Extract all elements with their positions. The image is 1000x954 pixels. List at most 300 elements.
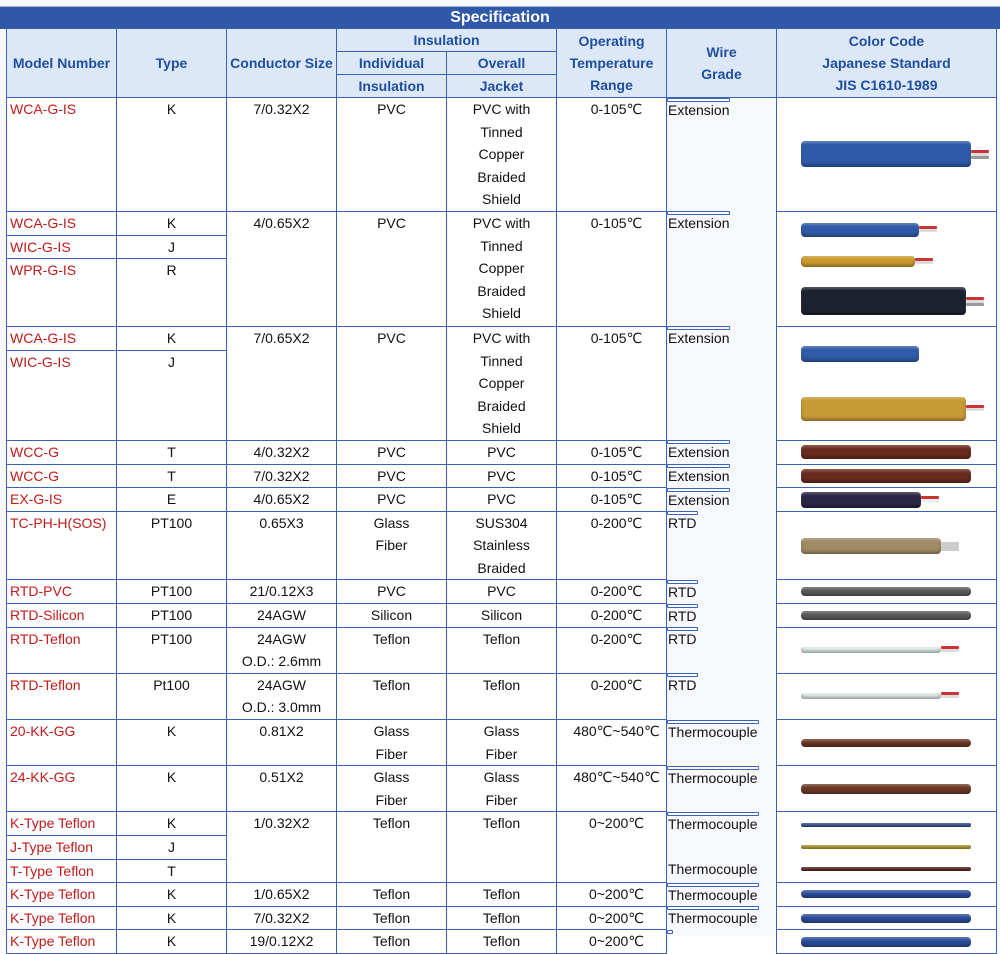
individual-line: Glass xyxy=(373,514,410,531)
temperature-range-cell: 0-105℃ xyxy=(557,464,667,488)
cable-stack xyxy=(777,581,996,602)
individual-line: PVC xyxy=(377,467,406,484)
table-row xyxy=(7,906,997,930)
overall-line: Teflon xyxy=(482,630,521,647)
temperature-range-cell: 0-105℃ xyxy=(557,211,667,326)
wire-grade-cell xyxy=(667,98,730,118)
wire-grade-cell xyxy=(667,766,759,786)
model-number-cell: RTD-Teflon xyxy=(7,627,117,673)
temperature-range-cell: 0~200℃ xyxy=(557,906,667,930)
header-type: Type xyxy=(117,29,227,98)
wire-grade-cell xyxy=(667,930,673,934)
cable-conductor-end xyxy=(941,649,959,652)
cable-jacket xyxy=(801,587,971,596)
cable-sample xyxy=(777,584,997,599)
model-number-cell: WIC-G-IS xyxy=(7,350,117,440)
conductor-size-cell xyxy=(227,812,337,883)
cable-jacket xyxy=(801,890,971,898)
cable-sample xyxy=(777,394,997,424)
cable-jacket xyxy=(801,823,971,827)
overall-jacket-cell xyxy=(447,883,557,907)
conductor-size-cell xyxy=(227,580,337,604)
spec-table-body xyxy=(7,98,997,954)
table-row xyxy=(7,766,997,789)
individual-insulation-cell xyxy=(337,326,447,440)
individual-line: Fiber xyxy=(375,791,408,808)
cable-conductor-end xyxy=(941,695,959,698)
temperature-range-cell: 0-200℃ xyxy=(557,511,667,580)
conductor-size-cell xyxy=(227,673,337,719)
header-operating-line: Range xyxy=(590,77,633,93)
conductor-line: 4/0.65X2 xyxy=(253,491,310,508)
individual-insulation-cell xyxy=(337,906,447,930)
wire-grade-line: Extension xyxy=(668,215,730,232)
type-cell: PT100 xyxy=(117,627,227,673)
wire-grade-cell xyxy=(667,580,698,600)
individual-line: Teflon xyxy=(372,630,411,647)
overall-jacket-cell xyxy=(447,326,557,440)
cable-jacket xyxy=(801,937,971,947)
conductor-line: 4/0.65X2 xyxy=(253,214,310,231)
wire-grade-cell xyxy=(667,627,698,648)
overall-line: Braided xyxy=(477,282,526,299)
conductor-line: 1/0.65X2 xyxy=(253,886,310,903)
color-code-cell xyxy=(777,883,997,907)
overall-line: Teflon xyxy=(482,886,521,903)
overall-jacket-cell xyxy=(447,720,557,766)
overall-line: Teflon xyxy=(482,909,521,926)
model-number-cell: 20-KK-GG xyxy=(7,720,117,766)
model-number-cell: K-Type Teflon xyxy=(7,906,117,930)
color-code-cell xyxy=(777,627,997,673)
conductor-line: 1/0.32X2 xyxy=(253,815,310,832)
wire-grade-line: Extension xyxy=(668,444,730,461)
overall-line: Stainless xyxy=(473,537,530,554)
conductor-size-cell xyxy=(227,720,337,766)
wire-grade-cell xyxy=(667,440,730,461)
header-operating-line: Temperature xyxy=(569,55,654,71)
cable-stack xyxy=(777,884,996,905)
conductor-line: 0.81X2 xyxy=(259,723,304,740)
wire-grade-cell xyxy=(667,464,730,484)
cable-jacket xyxy=(801,287,966,315)
header-wire-line: Grade xyxy=(701,66,742,82)
individual-line: Silicon xyxy=(370,607,413,624)
temperature-range-cell: 0-105℃ xyxy=(557,326,667,440)
model-number-cell: WCA-G-IS xyxy=(7,211,117,235)
overall-jacket-cell xyxy=(447,98,557,212)
overall-jacket-cell xyxy=(447,766,557,812)
type-cell: K xyxy=(117,98,227,212)
cable-sample xyxy=(777,934,997,950)
individual-insulation-cell xyxy=(337,883,447,907)
model-number-cell: WIC-G-IS xyxy=(7,235,117,259)
cable-jacket xyxy=(801,256,915,267)
model-number-cell: J-Type Teflon xyxy=(7,836,117,860)
color-code-cell xyxy=(777,464,997,488)
individual-insulation-cell xyxy=(337,440,447,464)
wire-grade-line: RTD xyxy=(668,583,697,600)
individual-line: Fiber xyxy=(375,745,408,762)
overall-line: Copper xyxy=(478,260,525,277)
overall-line: Teflon xyxy=(482,933,521,950)
color-code-cell xyxy=(777,580,997,604)
model-number-cell: WCA-G-IS xyxy=(7,326,117,350)
temperature-range-cell: 0-200℃ xyxy=(557,580,667,604)
cable-sample xyxy=(777,284,997,318)
individual-line: PVC xyxy=(377,583,406,600)
wire-grade-line: Extension xyxy=(668,102,730,118)
overall-line: Copper xyxy=(478,146,525,163)
overall-jacket-cell xyxy=(447,580,557,604)
cable-stack xyxy=(777,466,996,487)
cable-sample xyxy=(777,220,997,240)
temperature-range-cell: 0-105℃ xyxy=(557,98,667,212)
cable-stack xyxy=(777,605,996,626)
cable-jacket xyxy=(801,647,941,653)
overall-line: PVC xyxy=(487,491,516,508)
cable-jacket xyxy=(801,867,971,871)
individual-insulation-cell xyxy=(337,766,447,812)
cable-jacket xyxy=(801,141,971,167)
individual-line: Teflon xyxy=(372,815,411,832)
wire-grade-cell xyxy=(667,511,698,532)
temperature-range-cell: 0-200℃ xyxy=(557,627,667,673)
cable-stack xyxy=(777,767,996,810)
cable-sample xyxy=(777,343,997,365)
header-color-line: Color Code xyxy=(848,33,925,49)
model-number-cell: K-Type Teflon xyxy=(7,883,117,907)
cable-sample xyxy=(777,887,997,901)
wire-grade-cell xyxy=(667,906,759,927)
individual-line: Glass xyxy=(373,723,410,740)
color-code-cell xyxy=(777,766,997,812)
conductor-line: O.D.: 3.0mm xyxy=(241,699,322,716)
type-cell: R xyxy=(117,259,227,327)
conductor-size-cell xyxy=(227,766,337,812)
conductor-line: 7/0.32X2 xyxy=(253,467,310,484)
spec-title: Specification xyxy=(0,6,1000,29)
header-color-code xyxy=(777,29,997,98)
individual-insulation-cell xyxy=(337,98,447,212)
wire-grade-line: RTD xyxy=(668,515,697,532)
wire-grade-cell xyxy=(667,326,730,347)
cable-sample xyxy=(777,138,997,170)
type-cell: K xyxy=(117,906,227,930)
model-number-cell: 24-KK-GG xyxy=(7,766,117,812)
wire-grade-cell xyxy=(667,883,759,903)
individual-line: PVC xyxy=(377,214,406,231)
model-number-cell: WCA-G-IS xyxy=(7,98,117,212)
header-individual: Individual xyxy=(337,52,447,75)
type-cell: K xyxy=(117,930,227,954)
wire-grade-line: Extension xyxy=(668,491,730,508)
overall-line: Tinned xyxy=(480,123,523,140)
conductor-line: 21/0.12X3 xyxy=(249,583,314,600)
type-cell: PT100 xyxy=(117,604,227,628)
type-cell: Pt100 xyxy=(117,673,227,719)
cable-sample xyxy=(777,736,997,750)
overall-line: Shield xyxy=(482,420,521,437)
individual-insulation-cell xyxy=(337,488,447,512)
cable-stack xyxy=(777,513,996,579)
header-insulation: Insulation xyxy=(337,29,557,52)
individual-line: PVC xyxy=(377,443,406,460)
conductor-size-cell xyxy=(227,488,337,512)
conductor-size-cell xyxy=(227,627,337,673)
conductor-line: 24AGW xyxy=(256,676,306,693)
conductor-line: 7/0.32X2 xyxy=(253,909,310,926)
wire-grade-line: Thermocouple xyxy=(668,886,758,903)
individual-line: Teflon xyxy=(372,933,411,950)
color-code-cell xyxy=(777,440,997,464)
overall-line: Shield xyxy=(482,191,521,208)
table-row xyxy=(7,464,997,488)
type-cell: J xyxy=(117,350,227,440)
temperature-range-cell: 0~200℃ xyxy=(557,812,667,883)
overall-line: Shield xyxy=(482,305,521,322)
overall-line: PVC xyxy=(487,467,516,484)
conductor-size-cell xyxy=(227,604,337,628)
table-row xyxy=(7,326,997,350)
header-model-number: Model Number xyxy=(7,29,117,98)
individual-line: Teflon xyxy=(372,676,411,693)
conductor-line: 19/0.12X2 xyxy=(249,933,314,950)
spec-table xyxy=(6,28,997,954)
cable-jacket xyxy=(801,492,921,508)
overall-line: Fiber xyxy=(485,791,518,808)
model-number-cell: EX-G-IS xyxy=(7,488,117,512)
overall-line: Teflon xyxy=(482,676,521,693)
type-cell: K xyxy=(117,883,227,907)
cable-jacket xyxy=(801,223,919,237)
header-conductor-size xyxy=(227,29,337,98)
overall-line: Tinned xyxy=(480,352,523,369)
model-number-cell: RTD-Teflon xyxy=(7,673,117,719)
overall-jacket-cell xyxy=(447,511,557,580)
table-row xyxy=(7,511,997,534)
cable-stack xyxy=(777,931,996,952)
cable-jacket xyxy=(801,784,971,794)
conductor-line: 24AGW xyxy=(256,607,306,624)
temperature-range-cell: 0-105℃ xyxy=(557,488,667,512)
individual-insulation-cell xyxy=(337,720,447,766)
individual-line: Teflon xyxy=(372,909,411,926)
table-row xyxy=(7,627,997,650)
wire-grade-cell xyxy=(667,488,730,508)
type-cell: T xyxy=(117,464,227,488)
header-operating-line: Operating xyxy=(578,33,645,49)
color-code-cell xyxy=(777,511,997,580)
cable-sample xyxy=(777,466,997,486)
type-cell: J xyxy=(117,836,227,860)
wire-grade-cell xyxy=(667,673,698,694)
cable-conductor-end xyxy=(919,229,937,232)
overall-line: PVC with xyxy=(472,329,531,346)
temperature-range-cell: 0-105℃ xyxy=(557,440,667,464)
wire-grade-line: RTD xyxy=(668,631,697,648)
overall-jacket-cell xyxy=(447,673,557,719)
header-conductor-text: Conductor Size xyxy=(230,55,333,71)
type-cell: E xyxy=(117,488,227,512)
overall-line: Braided xyxy=(477,559,526,576)
cable-stack xyxy=(777,328,996,439)
overall-line: Copper xyxy=(478,375,525,392)
individual-insulation-cell xyxy=(337,464,447,488)
conductor-line: 0.65X3 xyxy=(259,514,304,531)
cable-stack xyxy=(777,213,996,324)
cable-sample xyxy=(777,644,997,656)
header-insulation-sub: Insulation xyxy=(337,75,447,98)
cable-stack xyxy=(777,442,996,463)
wire-grade-line: RTD xyxy=(668,607,697,624)
wire-grade-line xyxy=(668,836,758,859)
wire-grade-line: Thermocouple xyxy=(668,769,758,786)
color-code-cell xyxy=(777,720,997,766)
cable-conductor-end xyxy=(971,156,989,159)
table-row xyxy=(7,211,997,235)
wire-grade-line: RTD xyxy=(668,677,697,694)
conductor-line: O.D.: 2.6mm xyxy=(241,653,322,670)
header-color-line: Japanese Standard xyxy=(822,55,951,71)
conductor-line: 0.51X2 xyxy=(259,769,304,786)
conductor-line: 24AGW xyxy=(256,630,306,647)
individual-insulation-cell xyxy=(337,812,447,883)
overall-jacket-cell xyxy=(447,930,557,954)
table-row xyxy=(7,488,997,512)
cable-sample xyxy=(777,489,997,510)
overall-line: Glass xyxy=(483,723,520,740)
temperature-range-cell: 480℃~540℃ xyxy=(557,766,667,812)
cable-sample xyxy=(777,535,997,557)
color-code-cell xyxy=(777,211,997,326)
cable-conductor-end xyxy=(966,303,984,306)
cable-sample xyxy=(777,911,997,926)
overall-jacket-cell xyxy=(447,604,557,628)
cable-jacket xyxy=(801,845,971,849)
type-cell: PT100 xyxy=(117,511,227,580)
cable-sample xyxy=(777,820,997,830)
individual-insulation-cell xyxy=(337,580,447,604)
conductor-size-cell xyxy=(227,930,337,954)
cable-stack xyxy=(777,814,996,880)
color-code-cell xyxy=(777,812,997,883)
overall-line: Fiber xyxy=(485,745,518,762)
table-row xyxy=(7,673,997,696)
type-cell: T xyxy=(117,859,227,883)
type-cell: K xyxy=(117,766,227,812)
table-row xyxy=(7,883,997,907)
overall-line: PVC xyxy=(487,583,516,600)
table-row xyxy=(7,604,997,628)
overall-line: Silicon xyxy=(480,607,523,624)
conductor-size-cell xyxy=(227,511,337,580)
model-number-cell: K-Type Teflon xyxy=(7,812,117,836)
table-row xyxy=(7,580,997,604)
cable-jacket xyxy=(801,739,971,747)
cable-stack xyxy=(777,908,996,929)
table-row xyxy=(7,98,997,121)
type-cell: J xyxy=(117,235,227,259)
model-number-cell: WPR-G-IS xyxy=(7,259,117,327)
overall-line: Teflon xyxy=(482,815,521,832)
individual-insulation-cell xyxy=(337,604,447,628)
cable-jacket xyxy=(801,397,966,421)
table-row xyxy=(7,440,997,464)
header-wire-line: Wire xyxy=(706,44,737,60)
wire-grade-cell xyxy=(667,720,759,740)
header-jacket-sub: Jacket xyxy=(447,75,557,98)
individual-line: Fiber xyxy=(375,537,408,554)
cable-jacket xyxy=(801,914,971,923)
individual-line: Glass xyxy=(373,769,410,786)
overall-jacket-cell xyxy=(447,627,557,673)
conductor-size-cell xyxy=(227,906,337,930)
cable-sample xyxy=(777,781,997,797)
color-code-cell xyxy=(777,673,997,719)
overall-line: PVC xyxy=(487,443,516,460)
cable-jacket xyxy=(801,611,971,620)
temperature-range-cell: 0-200℃ xyxy=(557,604,667,628)
cable-sample xyxy=(777,690,997,702)
cable-jacket xyxy=(801,469,971,483)
type-cell: T xyxy=(117,440,227,464)
overall-line: Braided xyxy=(477,397,526,414)
cable-sample xyxy=(777,608,997,623)
conductor-size-cell xyxy=(227,326,337,440)
overall-line: Braided xyxy=(477,168,526,185)
model-number-cell: WCC-G xyxy=(7,440,117,464)
overall-jacket-cell xyxy=(447,488,557,512)
cable-jacket xyxy=(801,538,941,554)
individual-insulation-cell xyxy=(337,511,447,580)
overall-jacket-cell xyxy=(447,812,557,883)
conductor-size-cell xyxy=(227,211,337,326)
conductor-size-cell xyxy=(227,98,337,212)
overall-jacket-cell xyxy=(447,464,557,488)
wire-grade-cell xyxy=(667,604,698,624)
color-code-cell xyxy=(777,906,997,930)
model-number-cell: RTD-Silicon xyxy=(7,604,117,628)
individual-line: PVC xyxy=(377,491,406,508)
cable-conductor-end xyxy=(941,548,959,551)
header-wire-grade xyxy=(667,29,777,98)
type-cell: PT100 xyxy=(117,580,227,604)
header-operating-temperature xyxy=(557,29,667,98)
type-cell: K xyxy=(117,812,227,836)
cable-stack xyxy=(777,721,996,764)
model-number-cell: RTD-PVC xyxy=(7,580,117,604)
cable-stack xyxy=(777,489,996,510)
temperature-range-cell: 0~200℃ xyxy=(557,883,667,907)
table-row xyxy=(7,812,997,836)
cable-stack xyxy=(777,675,996,718)
table-row xyxy=(7,930,997,954)
conductor-size-cell xyxy=(227,883,337,907)
wire-grade-cell xyxy=(667,812,759,878)
color-code-cell xyxy=(777,98,997,212)
cable-sample xyxy=(777,442,997,462)
overall-line: Glass xyxy=(483,769,520,786)
individual-insulation-cell xyxy=(337,930,447,954)
wire-grade-line: Extension xyxy=(668,468,730,484)
cable-conductor-end xyxy=(921,499,939,502)
cable-sample xyxy=(777,842,997,852)
conductor-line: 7/0.32X2 xyxy=(253,101,310,117)
wire-grade-cell xyxy=(667,211,730,232)
cable-conductor-end xyxy=(915,261,933,264)
type-cell: K xyxy=(117,326,227,350)
